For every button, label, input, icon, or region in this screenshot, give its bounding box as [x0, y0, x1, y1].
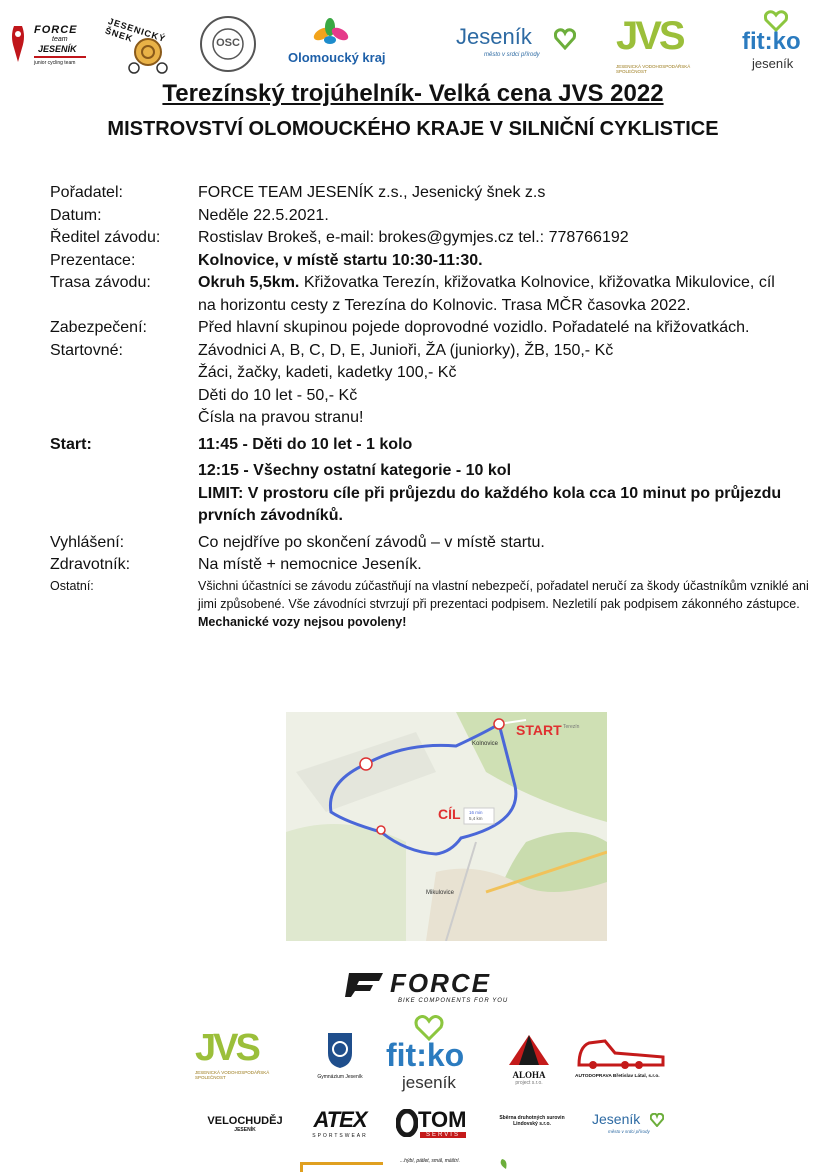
info-row-datum: [50, 205, 790, 228]
info-label: Pořadatel:: [50, 184, 123, 201]
aloha-sub: project s.r.o.: [515, 1080, 543, 1086]
sponsor-autodoprava: [575, 1037, 687, 1079]
map-place-kolnovice: Kolnovice: [472, 741, 499, 747]
sponsor-fitko-text: fit:ko: [386, 1037, 465, 1073]
page-subtitle: MISTROVSTVÍ OLOMOUCKÉHO KRAJE V SILNIČNÍ CYKLISTICE: [107, 118, 719, 140]
info-row-startovne: [50, 340, 790, 430]
info-label: Ředitel závodu:: [50, 229, 161, 246]
sponsor-row-3: [0, 1158, 826, 1169]
sberna-line2: Lindovský s.r.o.: [513, 1121, 551, 1127]
info-row-prezentace: [50, 250, 790, 273]
force-team-tagline: junior cycling team: [34, 60, 76, 66]
heart-icon: [554, 28, 576, 50]
info-row-reditel: [50, 227, 790, 250]
force-tagline: BIKE COMPONENTS FOR YOU: [398, 998, 509, 1004]
partial-logo-left: [300, 1162, 383, 1172]
snek-text: JESENICKÝ ŠNEK: [103, 16, 168, 45]
info-row-trasa: [50, 272, 790, 317]
sponsor-atex: [302, 1107, 378, 1139]
map-start-label: START: [516, 722, 562, 738]
leaf-icon: [496, 1158, 516, 1169]
atex-sub: SPORTSWEAR: [312, 1133, 368, 1139]
force-emblem-icon: [345, 969, 385, 999]
force-team-underline: [34, 56, 86, 58]
gymnazium-emblem-icon: [322, 1031, 358, 1069]
jvs-logo: [616, 14, 716, 74]
sponsor-gymnazium: [312, 1031, 368, 1080]
info-row-ostatni: [50, 577, 810, 631]
route-box-line1: 16 min: [469, 810, 483, 815]
info-label: Startovné:: [50, 341, 123, 359]
sberna-line1: Sběrna druhotných surovin: [499, 1115, 565, 1121]
info-label: Datum:: [50, 206, 102, 224]
sponsor-jvs-tagline: JESENICKÁ VODOHOSPODÁŘSKÁ SPOLEČNOST: [195, 1070, 270, 1080]
sponsor-velochudej: [205, 1115, 285, 1133]
tom-sub: SERVIS: [420, 1132, 466, 1138]
page-title: Terezínský trojúhelník- Velká cena JVS 2022: [162, 80, 664, 107]
sponsor-jvs: [195, 1027, 295, 1080]
sponsor-jesenik-tagline: město v srdci přírody: [608, 1129, 650, 1134]
start-line: 12:15 - Všechny ostatní kategorie - 10 kol: [198, 462, 512, 479]
sponsor-fitko-sub: jeseník: [402, 1073, 456, 1092]
ostatni-text: Všichni účastníci se závodu zúčastňují na vlastní nebezpečí, pořadatel neručí za škody účastníkům vzniklé ani jimi způsobené. Vše závodníci stvrzují při prezentaci podpisem. Nezletilí pak podpisem zákonného zástupce.: [198, 578, 809, 611]
atex-text: ATEX: [313, 1107, 367, 1132]
info-label: Vyhlášení:: [50, 533, 125, 551]
race-info: [50, 182, 809, 631]
trasa-text: Křižovatka Terezín, křižovatka Kolnovice, křižovatka Mikulovice, cíl na horizontu cesty z Terezína do Kolnovic. Trasa MČR časovka 2022.: [198, 274, 775, 314]
force-team-line3: JESENÍK: [38, 44, 77, 54]
info-value: Kolnovice, v místě startu 10:30-11:30.: [198, 251, 483, 269]
sponsor-aloha: [506, 1035, 552, 1086]
jvs-text: JVS: [616, 14, 683, 58]
tire-icon: [396, 1109, 418, 1137]
info-row-start: [50, 434, 790, 528]
map-place-terezin: Terezín: [563, 724, 580, 730]
header-logos: [0, 8, 826, 74]
fitko-sub: jeseník: [752, 56, 794, 71]
info-value: FORCE TEAM JESENÍK z.s., Jesenický šnek z.s: [198, 184, 546, 201]
info-value: [198, 340, 790, 430]
trasa-bold: Okruh 5,5km.: [198, 274, 300, 291]
force-team-line1: FORCE: [34, 24, 78, 36]
osc-text: OSC: [216, 37, 240, 49]
jvs-tagline: JESENICKÁ VODOHOSPODÁŘSKÁ SPOLEČNOST: [616, 64, 691, 74]
jesenik-city-tagline: město v srdci přírody: [484, 52, 540, 58]
olomoucky-kraj-text: Olomoucký kraj: [288, 50, 386, 65]
start-line: LIMIT: V prostoru cíle při průjezdu do každého kola cca 10 minut po průjezdu prvních závodníků.: [198, 484, 782, 524]
gymnazium-text: Gymnázium Jeseník: [317, 1074, 363, 1080]
info-label: Trasa závodu:: [50, 274, 151, 291]
startovne-line: Čísla na pravou stranu!: [198, 409, 364, 426]
info-value: [198, 577, 810, 631]
heart-icon: [650, 1113, 664, 1127]
startovne-line: Děti do 10 let - 50,- Kč: [198, 386, 358, 404]
info-row-zdravotnik: [50, 554, 790, 577]
info-label: Prezentace:: [50, 251, 136, 269]
ostatni-bold: Mechanické vozy nejsou povoleny!: [198, 614, 407, 629]
jesenik-city-logo: [456, 24, 580, 68]
startovne-line: Závodnici A, B, C, D, E, Junioři, ŽA (juniorky), ŽB, 150,- Kč: [198, 341, 614, 359]
truck-icon: [575, 1037, 665, 1069]
map-image: [286, 712, 607, 941]
aloha-triangle-icon: [509, 1035, 549, 1065]
map-place-mikulovice: Mikulovice: [426, 890, 455, 896]
fitko-logo: [742, 8, 818, 74]
fitko-text: fit:ko: [742, 28, 801, 55]
bottom-tagline: ...hýbí, pátlet, smál, máštrí.: [400, 1158, 461, 1164]
sponsor-row-2: [0, 1105, 826, 1145]
force-text: FORCE: [390, 968, 491, 998]
force-team-logo: [8, 22, 90, 70]
tom-text: TOM: [418, 1107, 467, 1132]
info-label: Zabezpečení:: [50, 319, 147, 336]
velochudej-sub: JESENÍK: [234, 1127, 256, 1133]
route-map: [286, 712, 607, 941]
route-box-line2: 5,4 km: [469, 816, 483, 821]
info-value: Na místě + nemocnice Jeseník.: [198, 556, 422, 573]
aloha-text: ALOHA: [512, 1070, 546, 1080]
info-value: Před hlavní skupinou pojede doprovodné vozidlo. Pořadatelé na křižovatkách.: [198, 319, 750, 336]
olomoucky-kraj-logo: [288, 18, 430, 70]
jesenicky-snek-logo: [104, 12, 188, 74]
info-row-zabezpeceni: [50, 317, 790, 340]
info-value: Neděle 22.5.2021.: [198, 206, 329, 224]
info-label: Start:: [50, 435, 92, 453]
info-row-vyhlaseni: [50, 532, 790, 555]
sponsor-jesenik-text: Jeseník: [592, 1111, 641, 1127]
info-value: Rostislav Brokeš, e-mail: brokes@gymjes.cz tel.: 778766192: [198, 229, 629, 246]
velochudej-text: VELOCHUDĚJ: [207, 1115, 283, 1127]
osc-logo: [198, 14, 258, 74]
start-line: 11:45 - Děti do 10 let - 1 kolo: [198, 435, 413, 453]
info-value: [198, 272, 790, 317]
autodoprava-text: AUTODOPRAVA Břetislav Látal, s.r.o.: [575, 1074, 660, 1079]
flower-icon: [310, 18, 350, 48]
info-value: Co nejdříve po skončení závodů – v místě startu.: [198, 533, 545, 551]
map-finish-label: CÍL: [438, 806, 461, 822]
startovne-line: Žáci, žačky, kadeti, kadetky 100,- Kč: [198, 364, 457, 381]
sponsor-sberna: [490, 1115, 574, 1127]
info-value: [198, 434, 790, 528]
sponsor-jvs-text: JVS: [195, 1027, 258, 1069]
sponsor-row-1: [0, 1015, 826, 1095]
info-label: Ostatní:: [50, 578, 94, 593]
info-row-poradatel: [50, 182, 790, 205]
jesenik-city-text: Jeseník: [456, 24, 532, 49]
force-team-line2: team: [52, 36, 68, 43]
info-label: Zdravotník:: [50, 556, 131, 573]
